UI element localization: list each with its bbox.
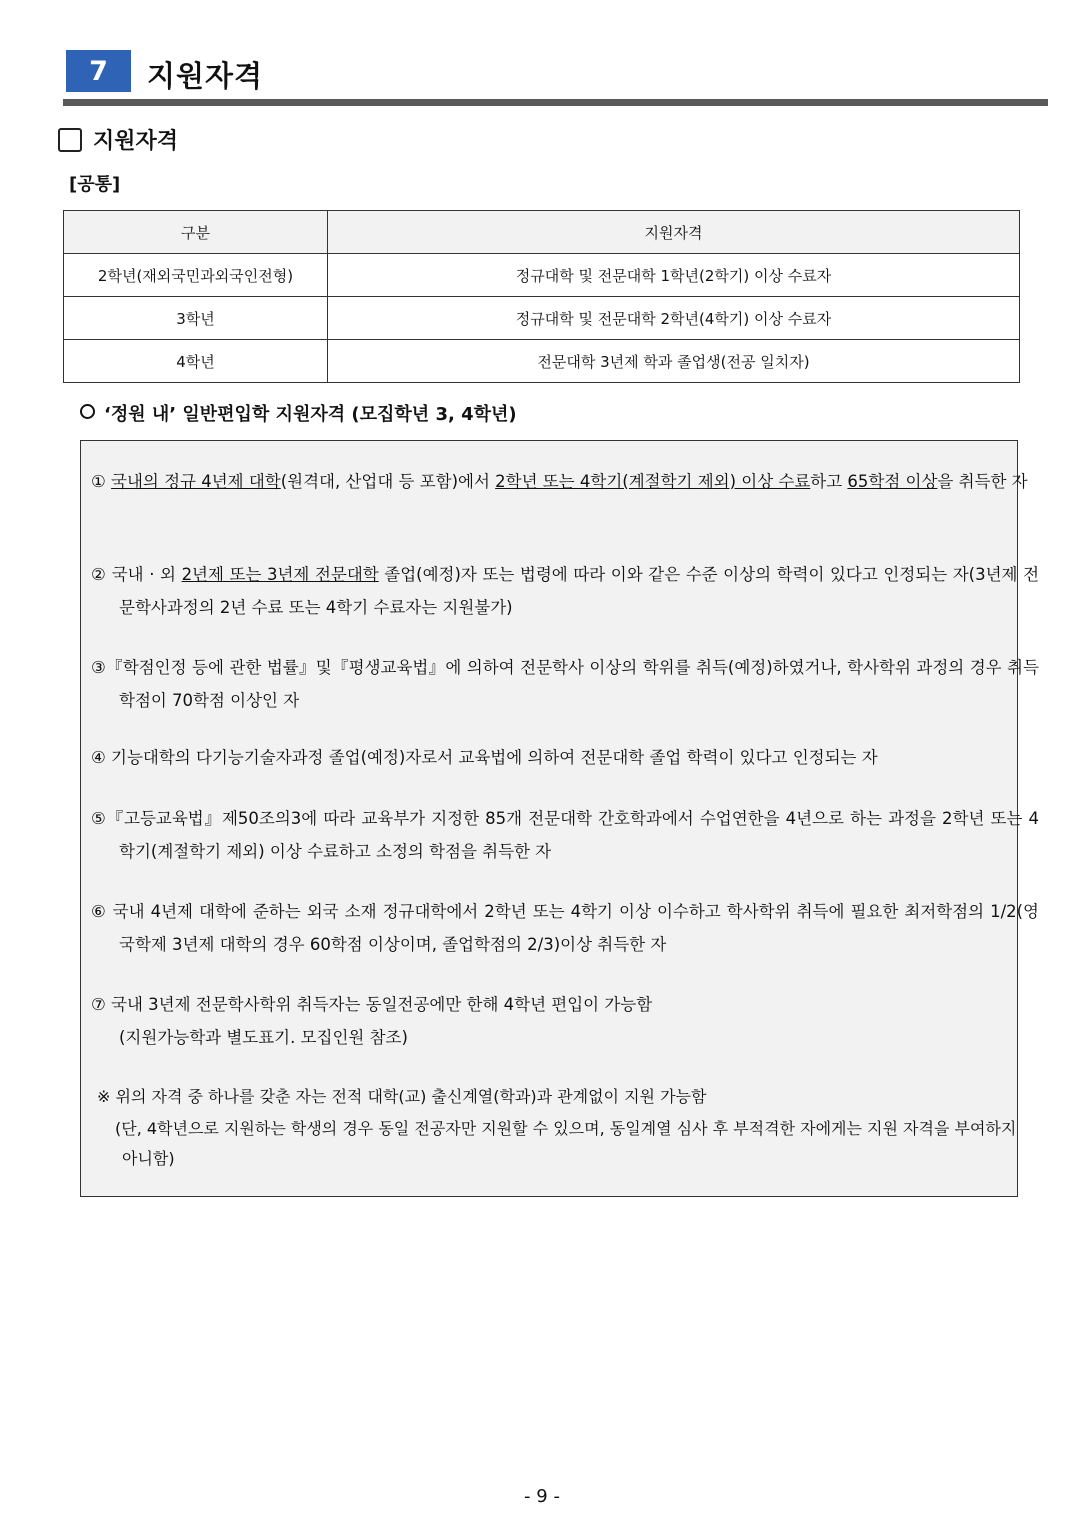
- chapter-title: 지원자격: [147, 59, 264, 93]
- requirement-item-7: ⑦ 국내 3년제 전문학사학위 취득자는 동일전공에만 한해 4학년 편입이 가능함: [91, 995, 653, 1014]
- underlined-text: 65학점 이상: [847, 472, 938, 491]
- underlined-text: 2학년 또는 4학기(계절학기 제외) 이상 수료: [495, 472, 811, 491]
- eligibility-note: ※ 위의 자격 중 하나를 갖춘 자는 전적 대학(교) 출신계열(학과)과 관계없이 지원 가능함: [97, 1087, 707, 1106]
- table-cell: 정규대학 및 전문대학 2학년(4학기) 이상 수료자: [328, 297, 1020, 340]
- underlined-text: 2년제 또는 3년제 전문대학: [181, 565, 379, 584]
- table-header-row: [64, 211, 1020, 254]
- common-label: [공통]: [69, 174, 121, 195]
- requirement-item-4: ④ 기능대학의 다기능기술자과정 졸업(예정)자로서 교육법에 의하여 전문대학 졸업 학력이 있다고 인정되는 자: [91, 748, 878, 767]
- square-bullet-icon: [58, 128, 82, 152]
- page-number: - 9 -: [524, 1486, 560, 1507]
- qualification-table: [63, 210, 1020, 383]
- table-header-category: 구분: [64, 211, 328, 254]
- item-text: 졸업(예정)자 또는 법령에 따라 이와 같은 수준 이상의 학력이 있다고 인정되는 자(3년제 전문학사과정의 2년 수료 또는 4학기 수료자는 지원불가): [119, 565, 1040, 617]
- table-row: [64, 254, 1020, 297]
- table-row: [64, 297, 1020, 340]
- eligibility-note-detail: (단, 4학년으로 지원하는 학생의 경우 동일 전공자만 지원할 수 있으며, 동일계열 심사 후 부적격한 자에게는 지원 자격을 부여하지 아니함): [115, 1119, 1017, 1168]
- table-row: [64, 340, 1020, 383]
- table-cell: 4학년: [64, 340, 328, 383]
- item-text: 하고: [810, 472, 848, 491]
- item-marker: ①: [91, 472, 112, 491]
- requirement-item-2: [91, 558, 1039, 624]
- requirement-item-1: [91, 465, 1039, 498]
- item-text: 국내 · 외: [111, 565, 182, 584]
- table-cell: 정규대학 및 전문대학 1학년(2학기) 이상 수료자: [328, 254, 1020, 297]
- section-title: 지원자격: [93, 129, 179, 154]
- table-cell: 3학년: [64, 297, 328, 340]
- underlined-text: 국내의 정규 4년제 대학: [111, 472, 281, 491]
- item-marker: ②: [91, 565, 112, 584]
- requirement-item-6: ⑥ 국내 4년제 대학에 준하는 외국 소재 정규대학에서 2학년 또는 4학기 이상 이수하고 학사학위 취득에 필요한 최저학점의 1/2(영국학제 3년제 대학의 경우 60학점 이상이며, 졸업학점의 2/3)이상 취득한 자: [91, 902, 1039, 954]
- subsection-title: ‘정원 내’ 일반편입학 지원자격 (모집학년 3, 4학년): [104, 404, 517, 425]
- chapter-number-badge: 7: [66, 50, 131, 92]
- table-cell: 2학년(재외국민과외국인전형): [64, 254, 328, 297]
- requirement-item-3: ③『학점인정 등에 관한 법률』및『평생교육법』에 의하여 전문학사 이상의 학위를 취득(예정)하였거나, 학사학위 과정의 경우 취득학점이 70학점 이상인 자: [91, 658, 1039, 710]
- item-text: (원격대, 산업대 등 포함)에서: [280, 472, 496, 491]
- item-text: 을 취득한 자: [937, 472, 1028, 491]
- requirement-item-5: ⑤『고등교육법』제50조의3에 따라 교육부가 지정한 85개 전문대학 간호학과에서 수업연한을 4년으로 하는 과정을 2학년 또는 4학기(계절학기 제외) 이상 수료하고 소정의 학점을 취득한 자: [91, 809, 1039, 861]
- table-cell: 전문대학 3년제 학과 졸업생(전공 일치자): [328, 340, 1020, 383]
- table-header-qualification: 지원자격: [328, 211, 1020, 254]
- requirements-box: [80, 440, 1040, 1197]
- chapter-divider: [63, 99, 1048, 106]
- requirement-item-7-note: (지원가능학과 별도표기. 모집인원 참조): [119, 1028, 408, 1047]
- circle-bullet-icon: [80, 404, 95, 419]
